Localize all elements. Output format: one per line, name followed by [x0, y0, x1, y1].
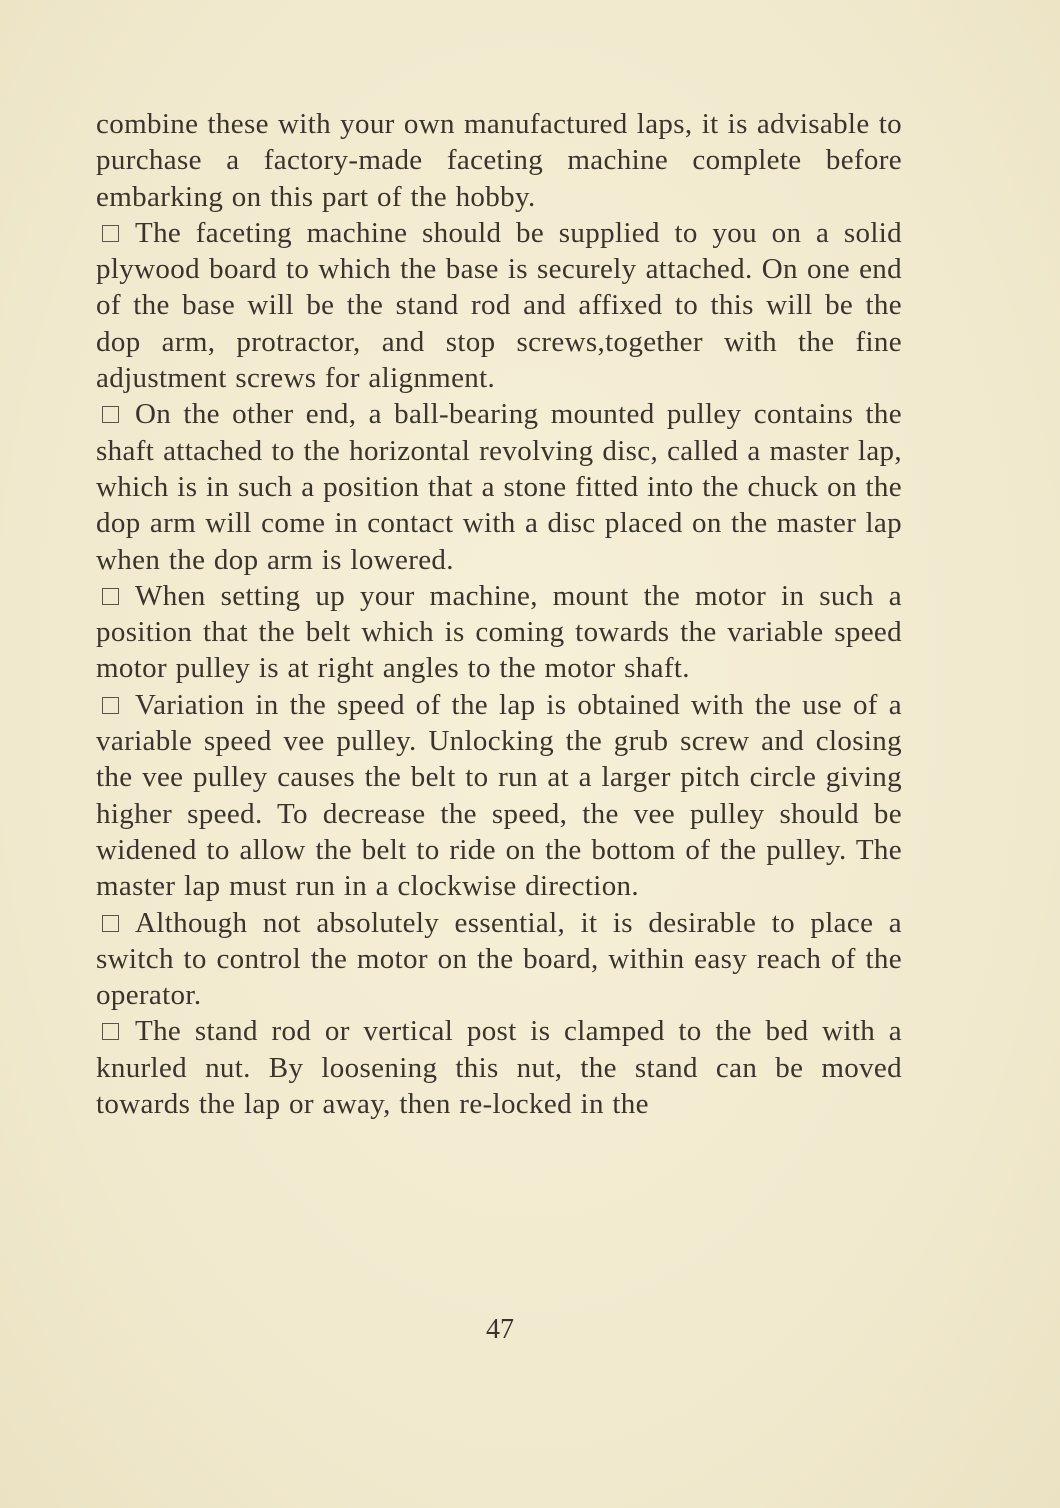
checkbox-bullet-icon [102, 406, 119, 423]
paragraph-text: Although not absolutely essential, it is desirable to place a switch to control the motor on the board, within easy reach of the operator. [96, 906, 902, 1012]
paragraph-pulley [96, 396, 902, 577]
body-text [96, 106, 902, 1122]
paragraph-switch [96, 905, 902, 1014]
checkbox-bullet-icon [102, 697, 119, 714]
paragraph-text: The faceting machine should be supplied to you on a solid plywood board to which the base is securely attached. On one end of the base will be the stand rod and affixed to this will be the dop arm, protractor, and stop screws,together with the fine adjustment screws for alignment. [96, 216, 902, 395]
paragraph-text: On the other end, a ball-bearing mounted pulley contains the shaft attached to the horizontal revolving disc, called a master lap, which is in such a position that a stone fitted into the chuck on the dop arm will come in contact with a disc placed on the master lap when the dop arm is lowered. [96, 398, 902, 576]
paragraph-faceting-machine [96, 215, 902, 396]
paragraph-text: The stand rod or vertical post is clamped to the bed with a knurled nut. By loosening this nut, the stand can be moved towards the lap or away, then re-locked in the [96, 1015, 902, 1121]
paragraph-text: combine these with your own manufactured laps, it is advisable to purchase a factory-made faceting machine complete before embarking on this part of the hobby. [96, 108, 902, 213]
paragraph-text: When setting up your machine, mount the motor in such a position that the belt which is coming towards the variable speed motor pulley is at right angles to the motor shaft. [96, 579, 902, 685]
checkbox-bullet-icon [102, 915, 119, 932]
paragraph-text: Variation in the speed of the lap is obtained with the use of a variable speed vee pulley. Unlocking the grub screw and closing the vee pulley causes the belt to run at a larger pitch circle giving higher speed. To decrease the speed, the vee pulley should be widened to allow the belt to ride on the bottom of the pulley. The master lap must run in a clockwise direction. [96, 688, 902, 903]
paragraph-continued [96, 106, 902, 215]
checkbox-bullet-icon [102, 588, 119, 605]
checkbox-bullet-icon [102, 1023, 119, 1040]
paragraph-stand-rod [96, 1013, 902, 1122]
page-number: 47 [486, 1314, 514, 1345]
paragraph-speed-variation [96, 687, 902, 905]
paragraph-motor-setup [96, 578, 902, 687]
checkbox-bullet-icon [102, 225, 119, 242]
